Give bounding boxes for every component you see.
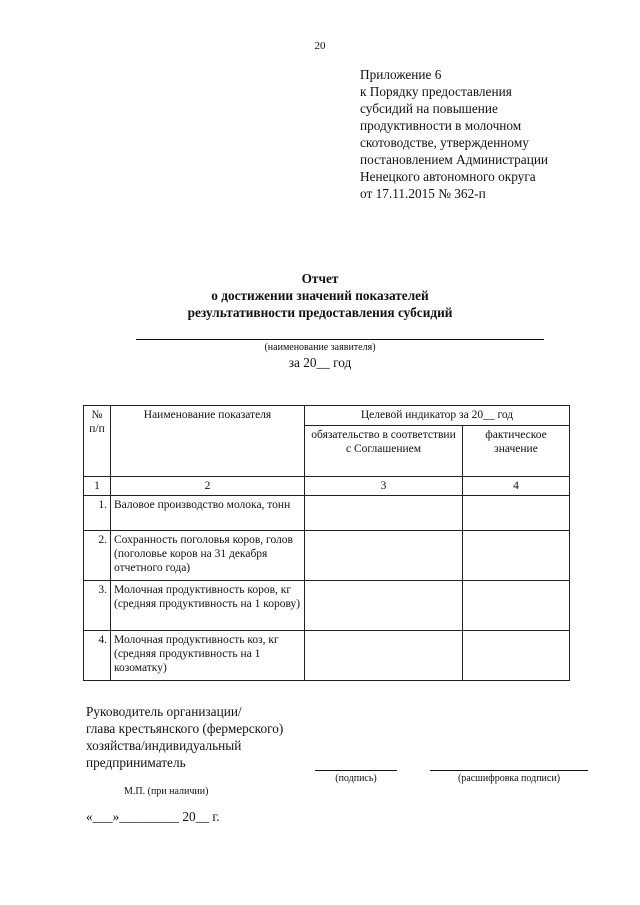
signature-line[interactable] xyxy=(315,770,397,771)
applicant-name-line[interactable] xyxy=(136,339,544,340)
obligation-cell[interactable] xyxy=(305,631,463,681)
table-row xyxy=(84,631,570,681)
table-row xyxy=(84,496,570,531)
row-indicator-name: Валовое производство молока, тонн xyxy=(111,496,305,531)
appendix-line: к Порядку предоставления xyxy=(360,84,512,99)
signature-decoding-caption: (расшифровка подписи) xyxy=(457,773,561,784)
title-line: результативности предоставления субсидий xyxy=(187,305,453,320)
appendix-reference xyxy=(360,66,620,202)
signature-caption: (подпись) xyxy=(335,773,377,784)
header-obligation: обязательство в соответствии с Соглашением xyxy=(305,425,463,476)
table-row xyxy=(84,531,570,581)
actual-value-cell[interactable] xyxy=(463,631,570,681)
report-title xyxy=(0,270,640,321)
report-year: за 20__ год xyxy=(288,355,352,370)
appendix-line: субсидий на повышение xyxy=(360,101,498,116)
appendix-line: от 17.11.2015 № 362-п xyxy=(360,186,486,201)
signatory-line: Руководитель организации/ xyxy=(86,704,242,719)
header-number: № п/п xyxy=(84,406,111,477)
obligation-cell[interactable] xyxy=(305,531,463,581)
appendix-line: продуктивности в молочном xyxy=(360,118,522,133)
signatory-line: глава крестьянского (фермерского) xyxy=(86,721,284,736)
title-line: Отчет xyxy=(301,271,339,286)
row-indicator-name: Сохранность поголовья коров, голов (поголовье коров на 31 декабря отчетного года) xyxy=(111,531,305,581)
title-line: о достижении значений показателей xyxy=(211,288,429,303)
appendix-line: Ненецкого автономного округа xyxy=(360,169,536,184)
row-number: 1. xyxy=(84,496,111,531)
header-target-indicator: Целевой индикатор за 20__ год xyxy=(305,406,570,426)
header-actual-value: фактическое значение xyxy=(463,425,570,476)
column-number: 2 xyxy=(111,477,305,496)
actual-value-cell[interactable] xyxy=(463,581,570,631)
table-row xyxy=(84,581,570,631)
row-indicator-name: Молочная продуктивность коров, кг (средняя продуктивность на 1 корову) xyxy=(111,581,305,631)
signatory-line: предприниматель xyxy=(86,755,186,770)
row-number: 4. xyxy=(84,631,111,681)
header-indicator-name: Наименование показателя xyxy=(111,406,305,477)
appendix-line: Приложение 6 xyxy=(360,67,442,82)
column-number: 1 xyxy=(84,477,111,496)
row-number: 2. xyxy=(84,531,111,581)
date-line: «___»_________ 20__ г. xyxy=(86,809,220,824)
page-number: 20 xyxy=(314,40,326,52)
stamp-note: М.П. (при наличии) xyxy=(124,786,209,797)
obligation-cell[interactable] xyxy=(305,496,463,531)
column-number: 4 xyxy=(463,477,570,496)
actual-value-cell[interactable] xyxy=(463,496,570,531)
row-indicator-name: Молочная продуктивность коз, кг (средняя продуктивность на 1 козоматку) xyxy=(111,631,305,681)
column-number: 3 xyxy=(305,477,463,496)
appendix-line: скотоводстве, утвержденному xyxy=(360,135,529,150)
appendix-line: постановлением Администрации xyxy=(360,152,549,167)
signatory-block xyxy=(86,703,346,771)
indicators-table xyxy=(83,405,570,681)
applicant-caption: (наименование заявителя) xyxy=(264,342,376,353)
obligation-cell[interactable] xyxy=(305,581,463,631)
signatory-line: хозяйства/индивидуальный xyxy=(86,738,242,753)
signature-decoding-line[interactable] xyxy=(430,770,588,771)
row-number: 3. xyxy=(84,581,111,631)
actual-value-cell[interactable] xyxy=(463,531,570,581)
